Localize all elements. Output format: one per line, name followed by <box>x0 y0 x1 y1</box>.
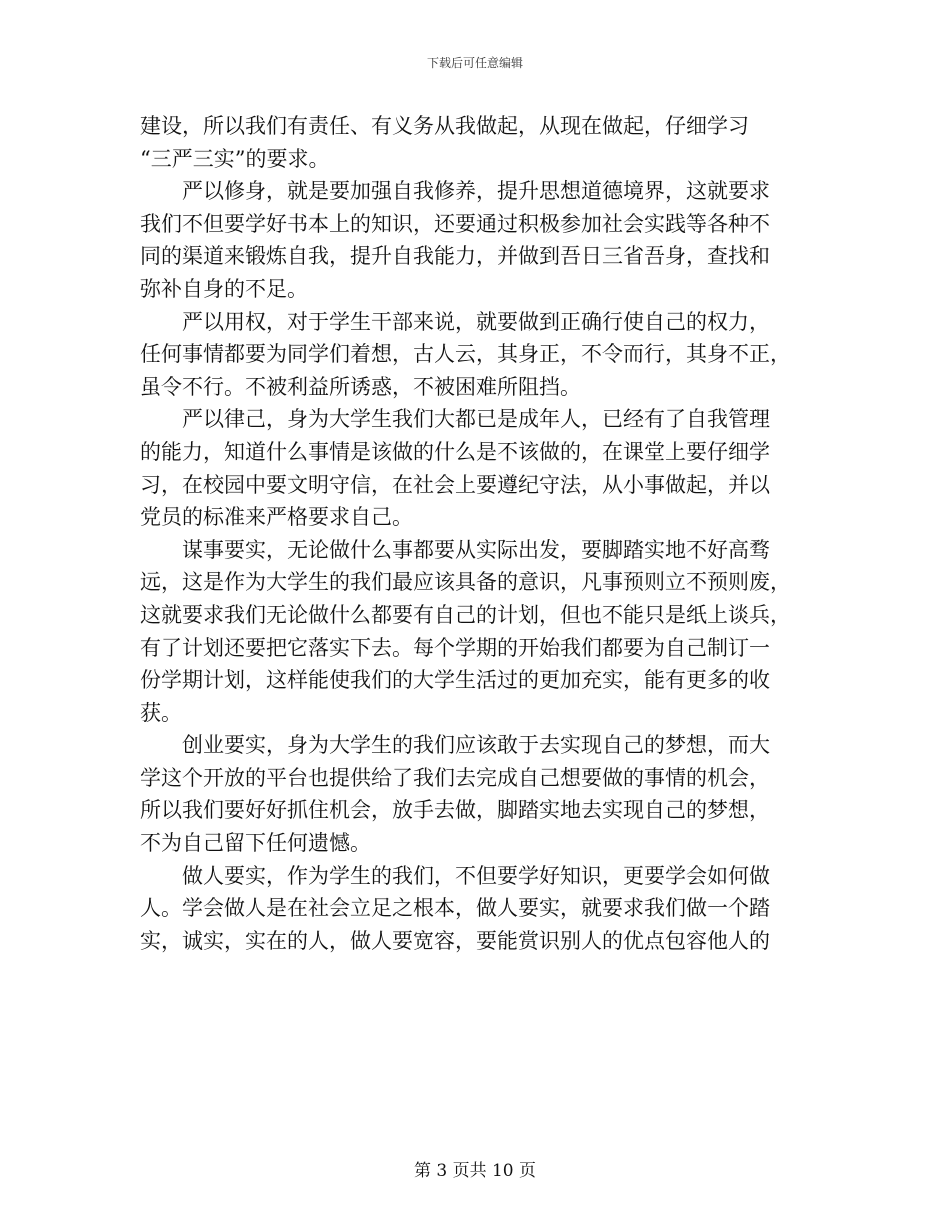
text-line: 实，诚实，实在的人，做人要宽容，要能赏识别人的优点包容他人的 <box>140 928 770 953</box>
text-line: 弥补自身的不足。 <box>140 276 308 301</box>
text-line: 不为自己留下任何遗憾。 <box>140 831 371 856</box>
page-header: 下载后可任意编辑 <box>426 56 523 70</box>
text-line: 所以我们要好好抓住机会，放手去做，脚踏实地去实现自己的梦想， <box>140 798 770 823</box>
text-line: 党员的标准来严格要求自己。 <box>140 505 413 530</box>
text-line: 学这个开放的平台也提供给了我们去完成自己想要做的事情的机会， <box>140 765 770 790</box>
text-line: 严以用权，对于学生干部来说，就要做到正确行使自己的权力， <box>140 309 770 334</box>
text-line: 建设，所以我们有责任、有义务从我做起，从现在做起，仔细学习 <box>140 114 749 138</box>
text-line: 我们不但要学好书本上的知识，还要通过积极参加社会实践等各种不 <box>140 211 770 236</box>
text-line: 获。 <box>140 700 182 725</box>
page-footer: 第 3 页共 10 页 <box>413 1161 537 1181</box>
text-line: 严以律己，身为大学生我们大都已是成年人，已经有了自我管理 <box>140 407 770 432</box>
text-line: 份学期计划，这样能使我们的大学生活过的更加充实，能有更多的收 <box>140 668 770 693</box>
document-body <box>140 110 820 957</box>
text-line: 创业要实，身为大学生的我们应该敢于去实现自己的梦想，而大 <box>140 733 770 758</box>
text-line: 严以修身，就是要加强自我修养，提升思想道德境界，这就要求 <box>140 179 770 204</box>
text-line: “三严三实”的要求。 <box>140 146 330 171</box>
text-line: 谋事要实，无论做什么事都要从实际出发，要脚踏实地不好高骛 <box>140 537 770 562</box>
text-line: 有了计划还要把它落实下去。每个学期的开始我们都要为自己制订一 <box>140 635 770 660</box>
text-line: 这就要求我们无论做什么都要有自己的计划，但也不能只是纸上谈兵， <box>140 602 791 627</box>
text-line: 远，这是作为大学生的我们最应该具备的意识，凡事预则立不预则废， <box>140 570 791 595</box>
text-line: 的能力，知道什么事情是该做的什么是不该做的，在课堂上要仔细学 <box>140 439 770 464</box>
text-line: 做人要实，作为学生的我们，不但要学好知识，更要学会如何做 <box>140 863 770 888</box>
text-line: 任何事情都要为同学们着想，古人云，其身正，不令而行，其身不正， <box>140 342 791 367</box>
text-line: 习，在校园中要文明守信，在社会上要遵纪守法，从小事做起，并以 <box>140 472 770 497</box>
text-line: 人。学会做人是在社会立足之根本，做人要实，就要求我们做一个踏 <box>140 896 770 921</box>
text-line: 同的渠道来锻炼自我，提升自我能力，并做到吾日三省吾身，查找和 <box>140 244 770 269</box>
text-line: 虽令不行。不被利益所诱惑，不被困难所阻挡。 <box>140 374 581 399</box>
